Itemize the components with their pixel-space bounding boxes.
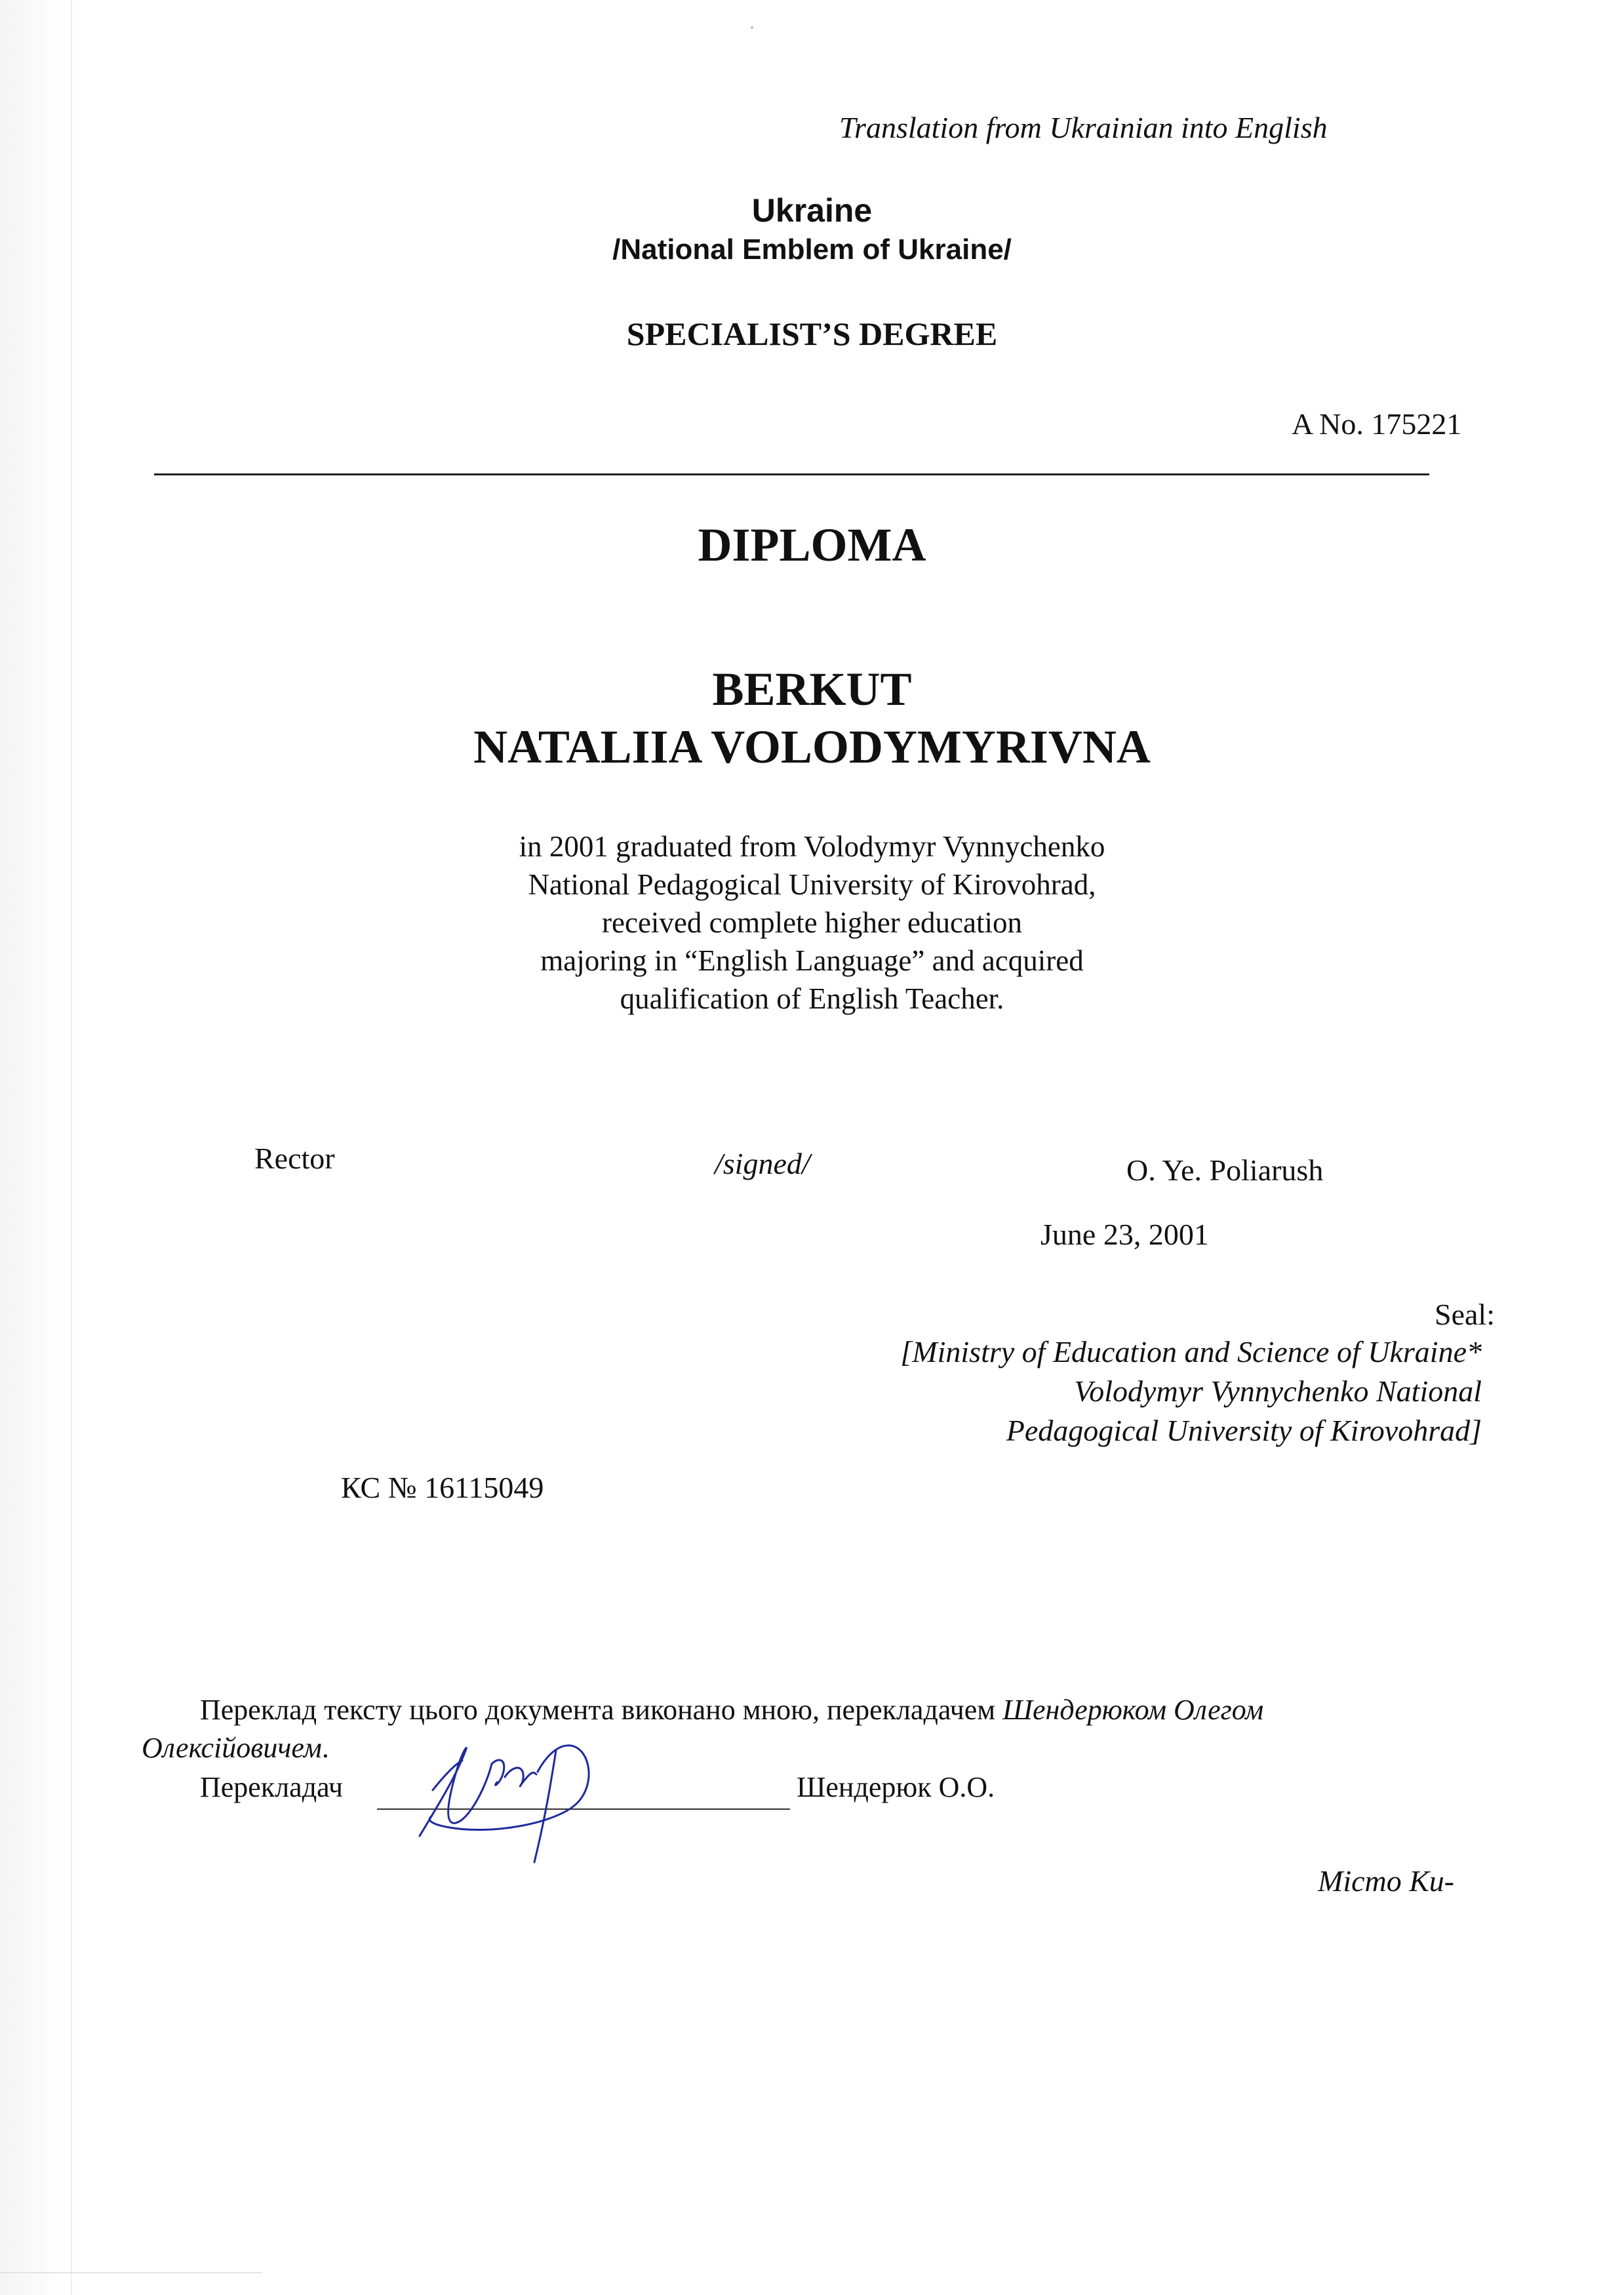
- seal-label: Seal:: [1435, 1298, 1495, 1331]
- translator-signature: [393, 1711, 610, 1869]
- rector-label: Rector: [254, 1142, 335, 1175]
- seal-text: [721, 1332, 1482, 1450]
- description-line: received complete higher education: [602, 906, 1022, 939]
- emblem-note: /National Emblem of Ukraine/: [612, 233, 1012, 266]
- seal-line: Volodymyr Vynnychenko National: [1074, 1374, 1482, 1408]
- translator-statement-text: Переклад тексту цього документа виконано мною, перекладачем: [200, 1694, 1003, 1726]
- translation-note: Translation from Ukrainian into English: [839, 111, 1328, 144]
- description-line: qualification of English Teacher.: [620, 982, 1004, 1015]
- translator-statement-line-2: [142, 1731, 329, 1765]
- scan-dust-mark: [751, 26, 753, 29]
- serial-number: A No. 175221: [1292, 407, 1462, 441]
- translator-name: Шендерюк О.О.: [797, 1771, 995, 1803]
- issue-date: June 23, 2001: [1040, 1218, 1209, 1251]
- degree-type-heading: SPECIALIST’S DEGREE: [626, 315, 998, 352]
- country-heading: Ukraine: [751, 192, 873, 229]
- seal-line: Pedagogical University of Kirovohrad]: [1006, 1414, 1482, 1447]
- header-divider: [154, 473, 1429, 475]
- scan-bottom-edge: [0, 2272, 262, 2273]
- diploma-title: DIPLOMA: [698, 519, 926, 571]
- translator-label: Перекладач: [200, 1771, 343, 1803]
- translator-statement-line-1: [200, 1693, 1263, 1726]
- graduation-description: [0, 828, 1624, 1018]
- description-line: National Pedagogical University of Kirovohrad,: [528, 868, 1096, 901]
- description-line: majoring in “English Language” and acquired: [540, 944, 1084, 977]
- signed-note: /signed/: [715, 1147, 810, 1180]
- seal-line: [Ministry of Education and Science of Ukraine*: [900, 1335, 1482, 1368]
- description-line: in 2001 graduated from Volodymyr Vynnychenko: [519, 830, 1105, 863]
- rector-name: O. Ye. Poliarush: [1126, 1153, 1324, 1187]
- translator-patronymic: Олексійовичем: [142, 1732, 322, 1764]
- graduate-surname: BERKUT: [712, 663, 912, 715]
- city-fragment: Місто Ки-: [1318, 1864, 1455, 1898]
- registration-number: КС № 16115049: [341, 1471, 544, 1504]
- translator-statement-end: .: [321, 1732, 329, 1764]
- translator-surname-name: Шендерюком Олегом: [1002, 1694, 1264, 1726]
- graduate-given-names: NATALIIA VOLODYMYRIVNA: [473, 721, 1151, 773]
